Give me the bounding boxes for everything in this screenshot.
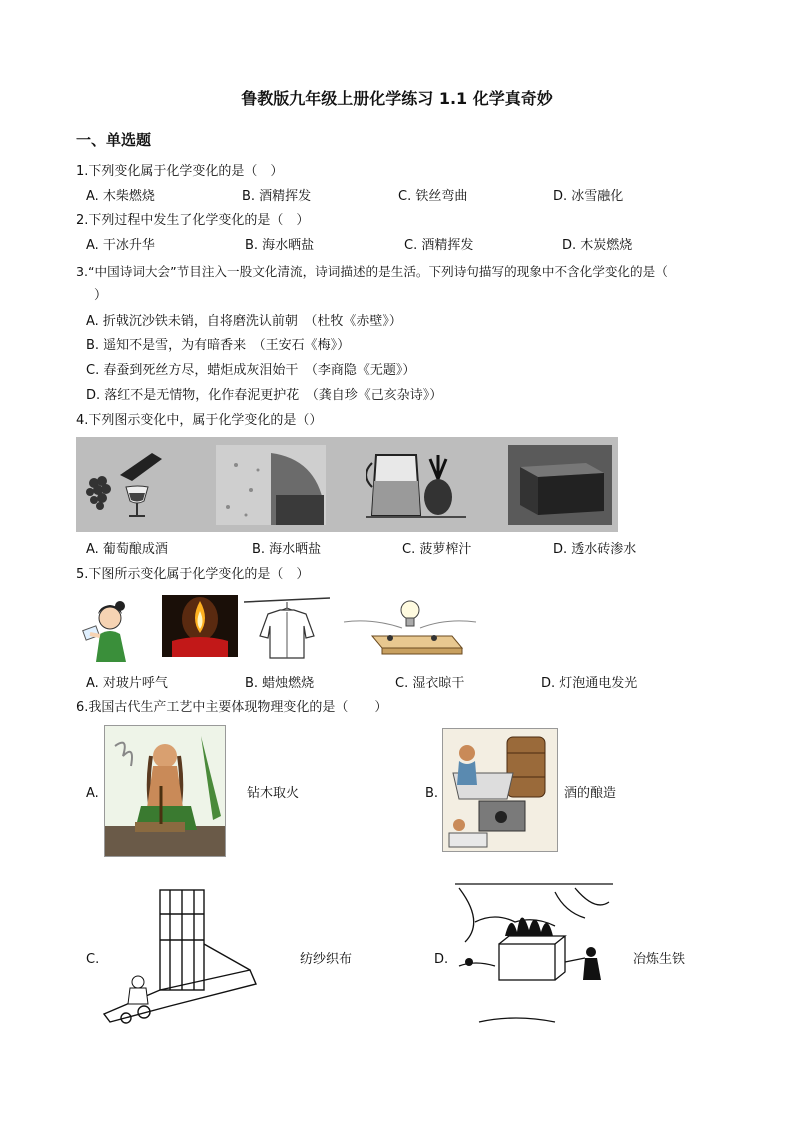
question-6-stem: 6.我国古代生产工艺中主要体现物理变化的是（ ） — [76, 700, 388, 715]
q5-option-d: D. 灯泡通电发光 — [541, 676, 638, 691]
q2-option-c: C. 酒精挥发 — [404, 238, 474, 253]
q1-option-d: D. 冰雪融化 — [553, 189, 624, 204]
q3-option-a: A. 折戟沉沙铁未销，自将磨洗认前朝 （杜牧《赤壁》） — [86, 314, 402, 329]
drill-wood-fire-icon — [105, 726, 225, 856]
q3-option-b: B. 遥知不是雪，为有暗香来 （王安石《梅》） — [86, 338, 351, 353]
question-3-stem: 3.“中国诗词大会”节目注入一股文化清流，诗词描述的是生活。下列诗句描写的现象中不含化学变化的是（ — [76, 264, 668, 279]
q5-option-b: B. 蜡烛燃烧 — [245, 676, 315, 691]
grape-wine-icon — [80, 445, 172, 525]
q1-option-b: B. 酒精挥发 — [242, 189, 312, 204]
q6-option-d-letter: D. — [434, 952, 449, 967]
q1-option-c: C. 铁丝弯曲 — [398, 189, 468, 204]
sea-salt-icon — [216, 445, 326, 525]
q4-option-b: B. 海水晒盐 — [252, 542, 322, 557]
candle-flame-icon — [162, 595, 238, 657]
q4-option-a: A. 葡萄酿成酒 — [86, 542, 168, 557]
q2-option-d: D. 木炭燃烧 — [562, 238, 633, 253]
wet-shirt-icon — [244, 596, 330, 660]
q6-option-b-label: 酒的酿造 — [564, 786, 617, 801]
wine-brewing-image — [442, 728, 558, 852]
light-bulb-circuit-icon — [342, 598, 478, 658]
q6-option-b-letter: B. — [425, 786, 439, 801]
permeable-brick-icon — [508, 445, 612, 525]
question-1-stem: 1.下列变化属于化学变化的是（ ） — [76, 164, 284, 179]
question-5-stem: 5.下图所示变化属于化学变化的是（ ） — [76, 567, 310, 582]
section-heading: 一、单选题 — [76, 131, 152, 149]
drill-fire-image — [104, 725, 226, 857]
girl-breathing-icon — [80, 598, 136, 662]
iron-smelting-icon — [455, 882, 613, 1028]
q6-option-d-label: 冶炼生铁 — [633, 952, 686, 967]
q6-option-a-letter: A. — [86, 786, 99, 801]
pineapple-juice-icon — [366, 445, 466, 525]
q1-option-a: A. 木柴燃烧 — [86, 189, 155, 204]
q6-option-a-label: 钻木取火 — [247, 786, 300, 801]
wine-brewing-icon — [443, 729, 557, 851]
q5-option-c: C. 湿衣晾干 — [395, 676, 465, 691]
q4-option-d: D. 透水砖渗水 — [553, 542, 637, 557]
q6-option-c-letter: C. — [86, 952, 100, 967]
q4-option-c: C. 菠萝榨汁 — [402, 542, 472, 557]
q6-option-c-label: 纺纱织布 — [300, 952, 353, 967]
spinning-weaving-loom-icon — [100, 884, 260, 1026]
q4-image-strip — [76, 437, 618, 532]
candle-image — [162, 595, 238, 657]
q2-option-a: A. 干冰升华 — [86, 238, 155, 253]
q5-option-a: A. 对玻片呼气 — [86, 676, 168, 691]
q2-option-b: B. 海水晒盐 — [245, 238, 315, 253]
q3-option-c: C. 春蚕到死丝方尽，蜡炬成灰泪始干 （李商隐《无题》） — [86, 363, 416, 378]
q3-option-d: D. 落红不是无情物，化作春泥更护花 （龚自珍《己亥杂诗》） — [86, 388, 443, 403]
page-title: 鲁教版九年级上册化学练习 1.1 化学真奇妙 — [241, 89, 553, 108]
question-2-stem: 2.下列过程中发生了化学变化的是（ ） — [76, 213, 310, 228]
question-4-stem: 4.下列图示变化中，属于化学变化的是（） — [76, 413, 323, 428]
question-3-stem-end: ） — [94, 288, 108, 303]
